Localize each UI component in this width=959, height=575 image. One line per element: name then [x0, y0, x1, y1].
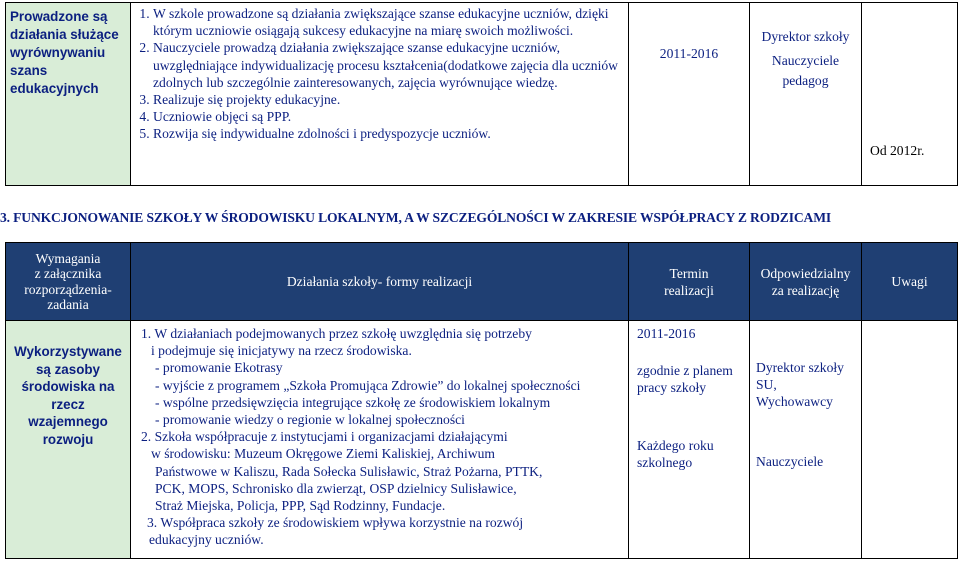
top-table: [5, 2, 958, 186]
notes-text: Od 2012r.: [870, 142, 925, 158]
requirement-text: Prowadzone są działania służące wyrównywaniu szans edukacyjnych: [10, 9, 119, 96]
action-line: edukacyjny uczniów.: [149, 532, 264, 548]
actions-list: [137, 5, 624, 143]
term-item: zgodnie z planem pracy szkoły: [637, 363, 733, 396]
responsible-cell: [750, 321, 862, 559]
responsible-item: Nauczyciele: [771, 53, 840, 68]
requirement-text: Wykorzystywane są zasoby środowiska na rzecz wzajemnego rozwoju: [14, 344, 122, 447]
header-notes: [862, 243, 958, 321]
action-line: i podejmuje się inicjatywy na rzecz środowiska.: [151, 343, 412, 359]
list-item: 3. Realizuje się projekty edukacyjne.: [153, 91, 624, 108]
actions-cell: [131, 321, 629, 559]
responsible-item: pedagog: [782, 73, 829, 88]
header-term: [629, 243, 750, 321]
sub-item: - promowanie Ekotrasy: [155, 360, 283, 376]
sub-item: - promowanie wiedzy o regionie w lokalnej społeczności: [155, 412, 465, 428]
action-line: PCK, MOPS, Schronisko dla zwierząt, OSP dzielnicy Sulisławice,: [155, 480, 517, 496]
list-item: 1. W szkole prowadzone są działania zwiększające szanse edukacyjne uczniów, dzięki którym uczniowie osiągają sukcesy edukacyjne na miarę swoich możliwości.: [153, 5, 624, 39]
table-row: [6, 3, 958, 186]
header-text: za realizację: [771, 282, 840, 298]
list-item: 5. Rozwija się indywidualne zdolności i predyspozycje uczniów.: [153, 125, 624, 142]
actions-cell: [131, 3, 629, 186]
header-text: realizacji: [664, 282, 714, 298]
sub-item: - wyjście z programem „Szkoła Promująca Zdrowie” do lokalnej społeczności: [155, 377, 581, 393]
requirement-cell: [6, 321, 131, 559]
action-line: Państwowe w Kaliszu, Rada Sołecka Sulisławic, Straż Pożarna, PTTK,: [155, 463, 543, 479]
action-line: 3. Współpraca szkoły ze środowiskiem wpływa korzystnie na rozwój: [147, 515, 524, 531]
notes-cell: [862, 3, 958, 186]
header-text: Termin: [669, 265, 709, 281]
header-requirements: [6, 243, 131, 321]
requirement-cell: [6, 3, 131, 186]
action-line: Straż Miejska, Policja, PPP, Sąd Rodzinny, Fundacje.: [155, 498, 446, 514]
header-responsible: [750, 243, 862, 321]
action-line: 1. W działaniach podejmowanych przez szkołę uwzględnia się potrzeby: [141, 326, 532, 341]
header-text: Uwagi: [891, 274, 928, 289]
term-cell: [629, 321, 750, 559]
sub-item: - wspólne przedsięwzięcia integrujące szkołę ze środowiskiem lokalnym: [155, 394, 551, 410]
action-line: w środowisku: Muzeum Okręgowe Ziemi Kaliskiej, Archiwum: [151, 446, 495, 462]
header-text: Odpowiedzialny: [760, 265, 851, 281]
section-heading: 3. FUNKCJONOWANIE SZKOŁY W ŚRODOWISKU LOKALNYM, A W SZCZEGÓLNOŚCI W ZAKRESIE WSPÓŁPRACY Z RODZICAMI: [0, 210, 832, 225]
list-item: 2. Nauczyciele prowadzą działania zwiększające szanse edukacyjne uczniów, uwzględniające indywidualizację procesu kształcenia(dodatkowe zajęcia dla uczniów zdolnych lub szczególnie zainteresowanych, zajęcia wyrównujące wiedzę.: [153, 39, 624, 91]
header-text: z załącznika: [34, 266, 102, 282]
bottom-table: [5, 242, 958, 559]
term-cell: [629, 3, 750, 186]
header-text: Działania szkoły- formy realizacji: [286, 274, 473, 289]
responsible-item: Dyrektor szkoły: [761, 29, 850, 44]
table-row: [6, 321, 958, 559]
list-item: 4. Uczniowie objęci są PPP.: [153, 108, 624, 125]
responsible-item: SU,: [756, 377, 777, 393]
header-text: Wymagania: [35, 250, 101, 266]
header-text: rozporządzenia-: [24, 281, 112, 297]
responsible-item: Wychowawcy: [756, 394, 833, 410]
responsible-item: Nauczyciele: [756, 453, 824, 469]
term-item: 2011-2016: [637, 326, 696, 341]
action-line: 2. Szkoła współpracuje z instytucjami i organizacjami działającymi: [141, 429, 508, 445]
term-text: 2011-2016: [659, 46, 719, 61]
responsible-item: Dyrektor szkoły: [756, 360, 844, 375]
header-actions: [131, 243, 629, 321]
term-item: Każdego roku szkolnego: [637, 437, 714, 470]
responsible-cell: [750, 3, 862, 186]
table-header-row: [6, 243, 958, 321]
notes-cell: [862, 321, 958, 559]
header-text: zadania: [47, 296, 89, 312]
